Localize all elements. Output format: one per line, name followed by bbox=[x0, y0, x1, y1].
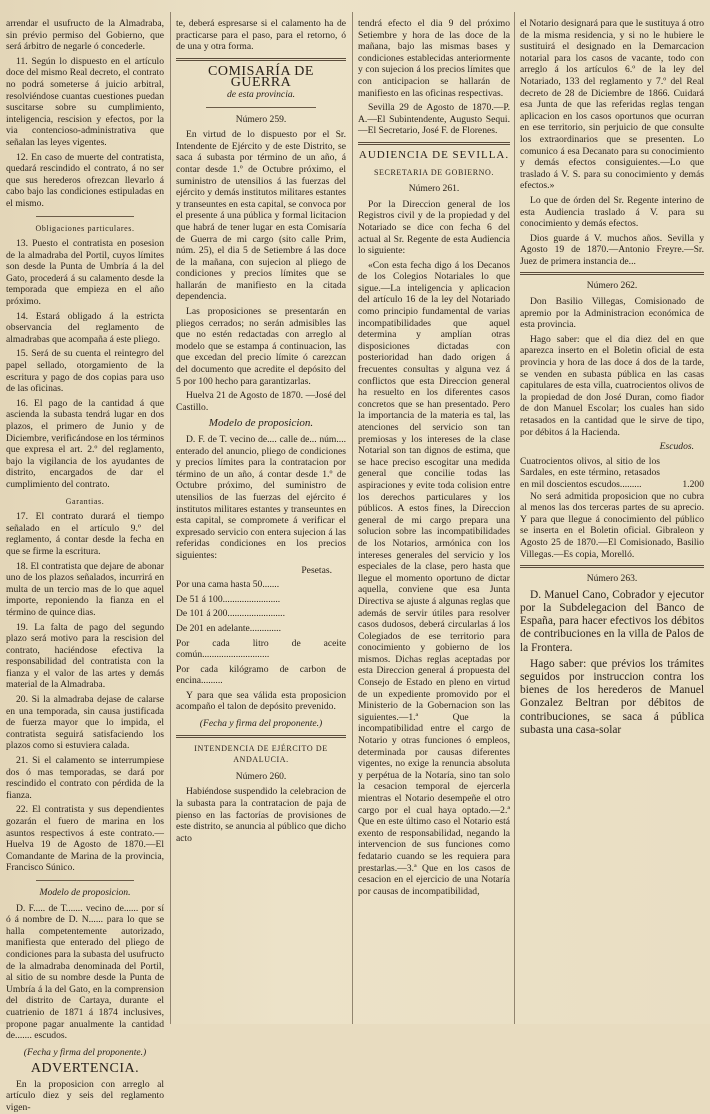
column-divider bbox=[170, 12, 171, 1024]
table-row: De 101 á 200........................ bbox=[176, 608, 285, 620]
paragraph: «Con esta fecha digo á los Decanos de los Colegios Notariales lo que sigue.—La inteligencia y aplicacion del artículo 16 de la ley del Notariado como principio fundamental de varias incompatibilidades que aquel determina y amplían otras disposiciones dictadas con posterioridad han dado origen á frecuentes consultas y alguna vez á conflictos que esta Direccion general ha resuelto en los diferentes casos concretos que se han presentado. Pero la importancia de la materia es tal, las atenciones del servicio son tan premiosas y los intereses de la clase Notarial son tan dignos de estima, que se hace preciso escogitar una medida general que concilie todas las aspiraciones y evite toda colision entre los derechos particulares y los públicos. A estos fines, la Direccion general de mi cargo prepara una solucion sobre las incompatibilidades de los Notarios, armónica con los intereses generales del servicio y los especiales de la clase, pero hasta que llegue el momento oportuno de dictar aquella, conviene que esa Junta Directiva se ajuste á algunas reglas que además de servir útiles para resolver casos dudosos, deberá circularlas á los Colegiados de ese territorio para conocimiento y gobierno de los mismos. Dichas reglas aceptadas por esta Direccion general á propuesta del Consejo de Estado en pleno en virtud de un expediente promovido por el Ministerio de la Gobernacion son las siguientes.—1.ª Que la incompatibilidad entre el cargo de Notario y otras funciones ó empleos, determinada por causas diferentes vigentes, no exige la renuncia absoluta y perpétua de la Notaría, sino tan solo la cesacion temporal de ejercerla mientras el Notario desempeñe el otro cargo por el cual haya optado.—2.ª Que en este último caso el Notario está exento de responsabilidad, negando la intervencion de sus funciones como fedatario cuando se les requiera para prestarlas.—3.ª Que en los casos de cesacion en el ejercicio de una Notaría por causas de incompatibilidad, bbox=[358, 259, 510, 897]
paragraph: Lo que de órden del Sr. Regente interino de esta Audiencia traslado á V. para su conocimiento y demás efectos. bbox=[520, 194, 704, 230]
paragraph: el Notario designará para que le sustituya á otro de la misma residencia, y si no le hubiere le sustituirá el designado en la Demarcacion notarial para los casos de vacante, todo con arreglo á los artículos 6.º de la ley del Notariado, 133 del reglamento y 7.º del Real decreto de 28 de Diciembre de 1866. Cuidará esa Junta de que las referidas reglas tengan aplicacion en los casos oportunos que ocurran en ese territorio, sin perjuicio de que consulte los extraordinarios que se presenten. Lo comunico á esa Decanato para su conocimiento y demás efectos consiguientes.—Lo que traslado á V. S. para su conocimiento y demás efectos.» bbox=[520, 18, 704, 192]
column-divider bbox=[352, 12, 353, 1024]
column-1 bbox=[6, 18, 164, 1114]
notice-number: Número 259. bbox=[235, 113, 287, 125]
paragraph: 22. El contratista y sus dependientes gozarán el fuero de marina en los asuntos respectivos á este contrato.—Huelva 19 de Agosto de 1870.—El Comandante de Marina de la provincia, Francisco Súnico. bbox=[6, 804, 164, 874]
table-header: Pesetas. bbox=[301, 564, 332, 576]
column-3 bbox=[358, 18, 510, 1018]
paragraph: En la proposicion con arreglo al artículo diez y seis del reglamento vigen- bbox=[6, 1078, 164, 1114]
divider bbox=[36, 216, 134, 217]
section-heading: Modelo de proposicion. bbox=[208, 417, 314, 430]
column-divider bbox=[514, 12, 515, 1024]
table-row: Por cada litro de aceite común............................ bbox=[176, 637, 346, 661]
paragraph: 14. Estará obligado á la estricta observancia del reglamento de almadrabas que acompaña á este pliego. bbox=[6, 310, 164, 345]
paragraph: tendrá efecto el dia 9 del próximo Setiembre y hora de las doce de la mañana, bajo las mismas bases y condiciones establecidas anteriormente y con sujecion á los precios límites que con anticipacion se hallarán de manifiesto en las oficinas respectivas. bbox=[358, 18, 510, 99]
table-cell: Cuatrocientos olivos, al sitio de los Sardales, en este término, retasados en mil doscientos escudos......... bbox=[520, 455, 660, 490]
notice-number: Número 261. bbox=[408, 183, 460, 195]
divider bbox=[176, 58, 346, 61]
divider bbox=[520, 272, 704, 275]
signature-line: (Fecha y firma del proponente.) bbox=[23, 1046, 147, 1058]
section-heading: Obligaciones particulares. bbox=[35, 223, 135, 233]
paragraph: 15. Será de su cuenta el reintegro del papel sellado, otorgamiento de la escritura y pago de dos copias para uso de las oficinas. bbox=[6, 348, 164, 395]
column-2 bbox=[176, 18, 346, 1018]
paragraph: Hago saber: que el dia diez del en que aparezca inserto en el Boletin oficial de esta provincia y hora de las doce á dos de la tarde, se venden en subasta pública en las casas capitulares de esta villa, cuatrocientos olivos de la propiedad de don José Duran, como fiador de don Manuel Escolar; los cuales han sido retasados en la cantidad que le sirve de tipo, por débitos á la Hacienda. bbox=[520, 333, 704, 438]
paragraph: 20. Si la almadraba dejase de calarse en una temporada, sin causa justificada de fuerza mayor que lo impida, el contratista seguirá satisfaciendo los plazos como si estuviera calada. bbox=[6, 694, 164, 752]
section-heading: Garantias. bbox=[65, 496, 105, 506]
paragraph: D. Manuel Cano, Cobrador y ejecutor por la Subdelegacion del Banco de España, para hacer efectivos los débitos de contribuciones en la villa de Palos de la Frontera. bbox=[520, 588, 704, 654]
paragraph: Hago saber: que prévios los trámites seguidos por instruccion contra los bienes de los herederos de Manuel Gonzalez Beltran por débitos de contribuciones, se saca á pública subasta una casa-solar bbox=[520, 657, 704, 736]
paragraph: te, deberá espresarse si el calamento ha de practicarse para el paso, para el retorno, ó de una y otra forma. bbox=[176, 18, 346, 53]
paragraph: Y para que sea válida esta proposicion acompaño el talon de depósito prevenido. bbox=[176, 689, 346, 713]
divider bbox=[206, 107, 316, 108]
divider bbox=[36, 880, 134, 881]
section-heading: Modelo de proposicion. bbox=[39, 886, 131, 898]
table-row: Por una cama hasta 50....... bbox=[176, 579, 280, 591]
section-subheading: SECRETARIA DE GOBIERNO. bbox=[373, 167, 495, 177]
paragraph: 17. El contrato durará el tiempo señalado en el artículo 9.º del reglamento, á contar desde la fecha en que se firme la escritura. bbox=[6, 511, 164, 557]
section-subheading: de esta provincia. bbox=[226, 88, 296, 100]
paragraph: Dios guarde á V. muchos años. Sevilla y Agosto 19 de 1870.—Antonio Freyre.—Sr. Juez de primera instancia de... bbox=[520, 232, 704, 267]
paragraph: Huelva 21 de Agosto de 1870. —José del Castillo. bbox=[176, 390, 346, 413]
paragraph: No será admitida proposicion que no cubra al menos las dos terceras partes de su aprecio. Y para que llegue á conocimiento del público se inserta en el Boletin oficial. Gibraleon y Agosto 25 de 1870.—El Comisionado, Basilio Villegas.—Es copia, Morelló. bbox=[520, 490, 704, 560]
paragraph: Las proposiciones se presentarán en pliegos cerrados; no serán admisibles las que no estén redactadas con arreglo al modelo que se estampa á continuacion, las que excedan del precio límite ó carezcan del documento que acredite el depósito del 5 por 100 hecho para garantizarlas. bbox=[176, 306, 346, 387]
section-heading: COMISARÍA DE GUERRA bbox=[208, 63, 314, 91]
paragraph: 13. Puesto el contratista en posesion de la almadraba del Portil, cuyos límites son desde la Punta de Umbría á la del Gato, procederá á su calamento desde la temporada que empieza en el año próximo. bbox=[6, 238, 164, 308]
paragraph: 19. La falta de pago del segundo plazo será motivo para la rescision del contrato, haciéndose efectiva la responsabilidad del contratista con la fianza y el valor de las artes y demás material de la Almadraba. bbox=[6, 621, 164, 691]
paragraph: 12. En caso de muerte del contratista, quedará rescindido el contrato, á no ser que sus herederos ofrezcan llevarlo á cabo bajo las condiciones estipuladas en el mismo. bbox=[6, 151, 164, 209]
divider bbox=[358, 142, 510, 145]
table-header: Escudos. bbox=[659, 441, 694, 453]
paragraph: arrendar el usufructo de la Almadraba, sin prévio permiso del Gobierno, que será árbitro de negarle ó concederle. bbox=[6, 18, 164, 53]
paragraph: En virtud de lo dispuesto por el Sr. Intendente de Ejército y de este Distrito, se saca á subasta por término de un año, á contar desde 1.º de Octubre próximo, el suministro de utensilios á las fuerzas del ejército y demás institutos militares estantes y transeuntes en esta capital, se convoca por el presente á una pública y formal licitacion que habrá de tener lugar en esta Comisaría de Guerra de mi cargo (sito calle Prim, núm. 25), el dia 5 de Setiembre á las doce de la mañana, con sujecion al pliego de condiciones y precios límites que se hallarán de manifiesto en la citada dependencia. bbox=[176, 129, 346, 303]
paragraph: 11. Según lo dispuesto en el artículo doce del mismo Real decreto, el contrato no podrá someterse á juicio arbitral, resolviéndose cuantas cuestiones puedan suscitarse sobre su cumplimiento, inteligencia, rescision y efectos, por la via contencioso-administrativa que señalan las leyes vigentes. bbox=[6, 55, 164, 148]
section-heading: AUDIENCIA DE SEVILLA. bbox=[358, 148, 510, 161]
notice-number: Número 260. bbox=[235, 770, 287, 782]
column-4 bbox=[520, 18, 704, 1018]
table-row: Por cada kilógramo de carbon de encina......... bbox=[176, 663, 346, 687]
paragraph: D. F. de T. vecino de.... calle de... núm.... enterado del anuncio, pliego de condiciones y precios límites para la contratacion por término de un año, á contar desde 1.º de Octubre próximo, del suministro de utensilios de las fuerzas del ejército é institutos militares estantes y transeuntes en esta capital, se compromete á verificar el expresado servicio con entera sujecion á las referidas condiciones en los precios siguientes: bbox=[176, 434, 346, 561]
paragraph: Habiéndose suspendido la celebracion de la subasta para la contratacion de paja de pienso en las factorías de provisiones de este distrito, se anuncia al público que dicho acto bbox=[176, 786, 346, 844]
divider bbox=[176, 735, 346, 738]
notice-number: Número 263. bbox=[586, 573, 638, 585]
paragraph: Por la Direccion general de los Registros civil y de la propiedad y del Notariado se dice con fecha 6 del actual al Sr. Regente de esta Audiencia lo siguiente: bbox=[358, 198, 510, 257]
paragraph: D. F..... de T....... vecino de...... por sí ó á nombre de D. N...... para lo que se halla competentemente autorizado, manifiesta que enterado del pliego de condiciones para la subasta del usufructo de la almadraba denominada del Portil, al sitio de su nombre desde la Punta de Umbría á la del Gato, en la comprension del distrito de Cartaya, durante el cuatrienio de 1871 á 1874 inclusives, propone pagar anualmente la cantidad de....... escudos. bbox=[6, 902, 164, 1042]
section-heading: INTENDENCIA DE EJÉRCITO DE bbox=[194, 743, 328, 753]
table-cell: 1.200 bbox=[682, 478, 704, 490]
section-heading: ADVERTENCIA. bbox=[30, 1061, 140, 1077]
paragraph: Don Basilio Villegas, Comisionado de apremio por la Administracion económica de esta provincia. bbox=[520, 296, 704, 331]
section-subheading: ANDALUCIA. bbox=[233, 755, 289, 765]
paragraph: 16. El pago de la cantidad á que ascienda la subasta tendrá lugar en dos plazos, el primero de Junio y de Diciembre, verificándose en los términos que expresa el art. 2.º del reglamento, bajo la vigilancia de los ayudantes de distrito, encargados de dar el cumplimiento del contrato. bbox=[6, 397, 164, 490]
table-row bbox=[520, 456, 704, 491]
paragraph: 18. El contratista que dejare de abonar uno de los plazos señalados, incurrirá en multa de un tercio mas de lo que aquel importe, reponiendo la fianza en el término de quince dias. bbox=[6, 560, 164, 618]
signature-line: (Fecha y firma del proponente.) bbox=[199, 718, 323, 730]
paragraph: Sevilla 29 de Agosto de 1870.—P. A.—El Subintendente, Augusto Sequi.—El Secretario, José F. de Florenes. bbox=[358, 102, 510, 137]
divider bbox=[520, 565, 704, 568]
table-row: De 51 á 100........................ bbox=[176, 593, 281, 605]
notice-number: Número 262. bbox=[586, 280, 638, 292]
table-row: De 201 en adelante............. bbox=[176, 622, 281, 634]
paragraph: 21. Si el calamento se interrumpiese dos ó mas temporadas, se dará por rescindido el contrato con pérdida de la fianza. bbox=[6, 755, 164, 801]
